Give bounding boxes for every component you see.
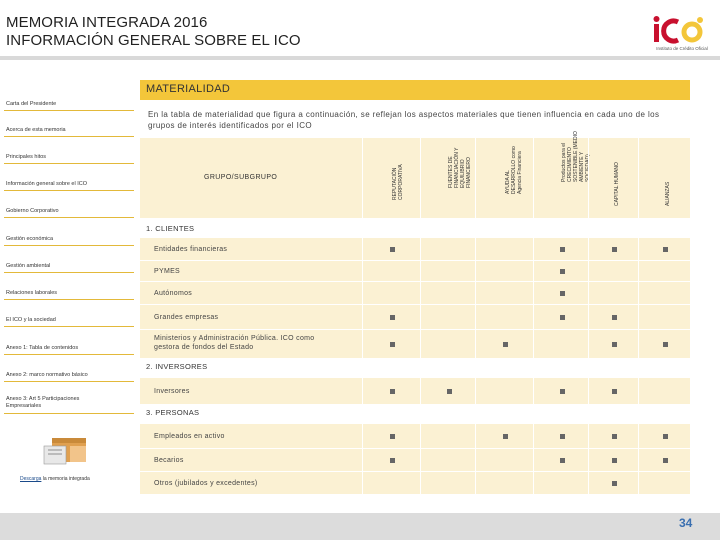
row-label: Empleados en activo xyxy=(154,433,225,440)
group-header-cell xyxy=(140,138,362,218)
sidebar-item-relaciones-laborales[interactable] xyxy=(4,290,134,300)
column-header-reputacion xyxy=(362,138,420,218)
ico-logo-mark xyxy=(650,12,714,46)
page-number: 34 xyxy=(679,516,693,530)
table-cell xyxy=(420,378,475,404)
table-cell xyxy=(533,305,588,329)
table-cell xyxy=(533,282,588,304)
sidebar-item-gobierno-corporativo[interactable] xyxy=(4,208,134,218)
table-cell xyxy=(362,282,420,304)
materiality-mark xyxy=(560,247,565,252)
table-cell xyxy=(588,378,638,404)
materiality-mark xyxy=(663,342,668,347)
category-label: 1. CLIENTES xyxy=(146,224,195,233)
table-cell xyxy=(420,261,475,281)
sidebar-item-label: Gobierno Corporativo xyxy=(6,208,59,214)
materiality-mark xyxy=(390,315,395,320)
table-cell xyxy=(638,305,690,329)
table-cell xyxy=(420,238,475,260)
materiality-mark xyxy=(390,247,395,252)
table-row xyxy=(140,378,690,404)
table-cell xyxy=(475,472,533,494)
sidebar-item-label: Relaciones laborales xyxy=(6,290,58,296)
download-link-text[interactable]: Descarga xyxy=(20,476,42,482)
column-header-label: Productos para el CRECIMIENTO SOSTENIBLE (MEDIO AMBIENTE Y SOCIEDAD) xyxy=(561,131,591,182)
table-cell xyxy=(362,238,420,260)
row-label: Autónomos xyxy=(154,290,193,297)
column-header-label: AYUDA AL DESARROLLO como Agencia Financiera xyxy=(504,146,523,194)
sidebar-item-acerca-memoria[interactable] xyxy=(4,127,134,137)
table-cell xyxy=(362,424,420,448)
row-label: Entidades financieras xyxy=(154,246,228,253)
sidebar-item-label: Anexo 2: marco normativo básico xyxy=(6,372,88,378)
materiality-mark xyxy=(503,342,508,347)
sidebar-item-ico-sociedad[interactable] xyxy=(4,317,134,327)
materiality-mark xyxy=(612,315,617,320)
section-title-bar xyxy=(140,80,690,100)
sidebar-item-anexo-1[interactable] xyxy=(4,345,134,355)
table-cell xyxy=(533,238,588,260)
sidebar-item-anexo-2[interactable] xyxy=(4,372,134,382)
table-row xyxy=(140,330,690,358)
row-label: PYMES xyxy=(154,268,181,275)
sidebar-item-informacion-general[interactable] xyxy=(4,181,134,191)
sidebar-item-label: Anexo 1: Tabla de contenidos xyxy=(6,345,79,351)
category-row-clientes xyxy=(140,220,690,238)
table-cell xyxy=(420,424,475,448)
category-label: 2. INVERSORES xyxy=(146,362,208,371)
table-cell xyxy=(362,305,420,329)
column-header-label: CAPITAL HUMANO xyxy=(613,162,620,206)
sidebar-item-label-line-1: Anexo 3: Art 5 Participaciones xyxy=(6,396,80,402)
table-cell xyxy=(638,449,690,471)
table-cell xyxy=(420,472,475,494)
table-cell xyxy=(638,424,690,448)
materiality-mark xyxy=(560,458,565,463)
table-cell xyxy=(533,424,588,448)
materiality-mark xyxy=(390,458,395,463)
category-row-personas xyxy=(140,404,690,424)
table-row xyxy=(140,261,690,281)
table-cell xyxy=(362,449,420,471)
table-row xyxy=(140,449,690,471)
sidebar-item-label: Carta del Presidente xyxy=(6,101,57,107)
materiality-mark xyxy=(612,434,617,439)
table-cell xyxy=(420,330,475,358)
category-row-inversores xyxy=(140,358,690,378)
sidebar-item-label: Acerca de esta memoria xyxy=(6,127,66,133)
materiality-mark xyxy=(503,434,508,439)
column-header-fuentes xyxy=(420,138,475,218)
materiality-mark xyxy=(663,247,668,252)
table-cell xyxy=(588,472,638,494)
group-header-label: GRUPO/SUBGRUPO xyxy=(204,174,278,181)
materiality-mark xyxy=(612,458,617,463)
materiality-mark xyxy=(663,458,668,463)
sidebar-item-gestion-economica[interactable] xyxy=(4,236,134,246)
category-label: 3. PERSONAS xyxy=(146,408,200,417)
table-cell xyxy=(533,449,588,471)
column-header-label: ALIANZAS xyxy=(664,181,671,206)
sidebar-item-gestion-ambiental[interactable] xyxy=(4,263,134,273)
materiality-mark xyxy=(390,389,395,394)
materiality-mark xyxy=(612,342,617,347)
row-label: Becarios xyxy=(154,457,184,464)
download-memoria-link[interactable] xyxy=(20,476,90,482)
table-cell xyxy=(362,330,420,358)
column-header-capital-humano xyxy=(588,138,638,218)
table-cell xyxy=(475,330,533,358)
sidebar-item-label-line-2: Empresariales xyxy=(6,403,42,409)
row-label: Grandes empresas xyxy=(154,314,219,321)
materiality-mark xyxy=(560,291,565,296)
column-header-label: REPUTACIÓN CORPORATIVA xyxy=(391,164,404,200)
title-line-2: INFORMACIÓN GENERAL SOBRE EL ICO xyxy=(6,32,301,49)
materiality-mark xyxy=(560,389,565,394)
logo-caption: Instituto de Crédito Oficial xyxy=(656,46,708,51)
table-row xyxy=(140,472,690,494)
table-cell xyxy=(638,282,690,304)
section-title: MATERIALIDAD xyxy=(146,83,231,95)
title-line-1: MEMORIA INTEGRADA 2016 xyxy=(6,14,208,31)
page-title xyxy=(6,14,301,50)
sidebar-item-label: Principales hitos xyxy=(6,154,47,160)
binder-icon[interactable] xyxy=(40,432,92,468)
table-row xyxy=(140,424,690,448)
table-cell xyxy=(533,330,588,358)
table-cell xyxy=(638,238,690,260)
materiality-mark xyxy=(612,481,617,486)
column-header-label: FUENTES DE FINANCIACIÓN Y EQUILIBRIO FINANCIERO xyxy=(448,147,472,188)
table-cell xyxy=(475,261,533,281)
table-cell xyxy=(475,378,533,404)
table-row xyxy=(140,305,690,329)
table-cell xyxy=(588,305,638,329)
table-cell xyxy=(638,378,690,404)
materiality-mark xyxy=(560,315,565,320)
table-cell xyxy=(588,238,638,260)
sidebar-item-label: Gestión ambiental xyxy=(6,263,51,269)
intro-paragraph: En la tabla de materialidad que figura a continuación, se reflejan los aspectos materiales que tienen influencia en cada uno de los grupos de interés identificados por el ICO xyxy=(148,110,660,130)
table-cell xyxy=(475,238,533,260)
materiality-mark xyxy=(612,247,617,252)
sidebar-item-carta-presidente[interactable] xyxy=(4,101,134,111)
materiality-mark xyxy=(663,434,668,439)
table-cell xyxy=(588,449,638,471)
materiality-table-header xyxy=(140,131,690,218)
sidebar-item-principales-hitos[interactable] xyxy=(4,154,134,164)
table-row xyxy=(140,238,690,260)
materiality-mark xyxy=(390,434,395,439)
sidebar-item-anexo-3[interactable] xyxy=(4,396,134,414)
table-cell xyxy=(475,449,533,471)
table-cell xyxy=(638,472,690,494)
page-footer xyxy=(0,513,720,540)
sidebar-item-label: Información general sobre el ICO xyxy=(6,181,88,187)
table-cell xyxy=(588,282,638,304)
table-cell xyxy=(533,261,588,281)
table-cell xyxy=(533,378,588,404)
materiality-mark xyxy=(612,389,617,394)
header-divider xyxy=(0,56,720,60)
row-label: Inversores xyxy=(154,388,190,395)
materiality-mark xyxy=(560,434,565,439)
table-cell xyxy=(362,472,420,494)
table-cell xyxy=(588,261,638,281)
table-cell xyxy=(420,449,475,471)
table-cell xyxy=(475,282,533,304)
row-label: Ministerios y Administración Pública. ICO como gestora de fondos del Estado xyxy=(154,335,315,351)
table-cell xyxy=(588,330,638,358)
table-cell xyxy=(362,378,420,404)
table-cell xyxy=(475,424,533,448)
table-cell xyxy=(638,330,690,358)
table-cell xyxy=(362,261,420,281)
sidebar-item-label: El ICO y la sociedad xyxy=(6,317,56,323)
table-row xyxy=(140,282,690,304)
column-header-alianzas xyxy=(638,138,690,218)
table-cell xyxy=(420,305,475,329)
materiality-mark xyxy=(560,269,565,274)
table-cell xyxy=(588,424,638,448)
sidebar-item-label: Gestión económica xyxy=(6,236,54,242)
table-cell xyxy=(533,472,588,494)
page-header xyxy=(0,0,720,58)
row-label: Otros (jubilados y excedentes) xyxy=(154,480,258,487)
column-header-crecimiento xyxy=(533,131,591,218)
materiality-mark xyxy=(390,342,395,347)
download-link-rest: la memoria integrada xyxy=(41,476,90,482)
ico-logo xyxy=(650,12,714,58)
table-cell xyxy=(638,261,690,281)
materiality-mark xyxy=(447,389,452,394)
table-cell xyxy=(420,282,475,304)
table-cell xyxy=(475,305,533,329)
column-header-ayuda xyxy=(475,138,533,218)
